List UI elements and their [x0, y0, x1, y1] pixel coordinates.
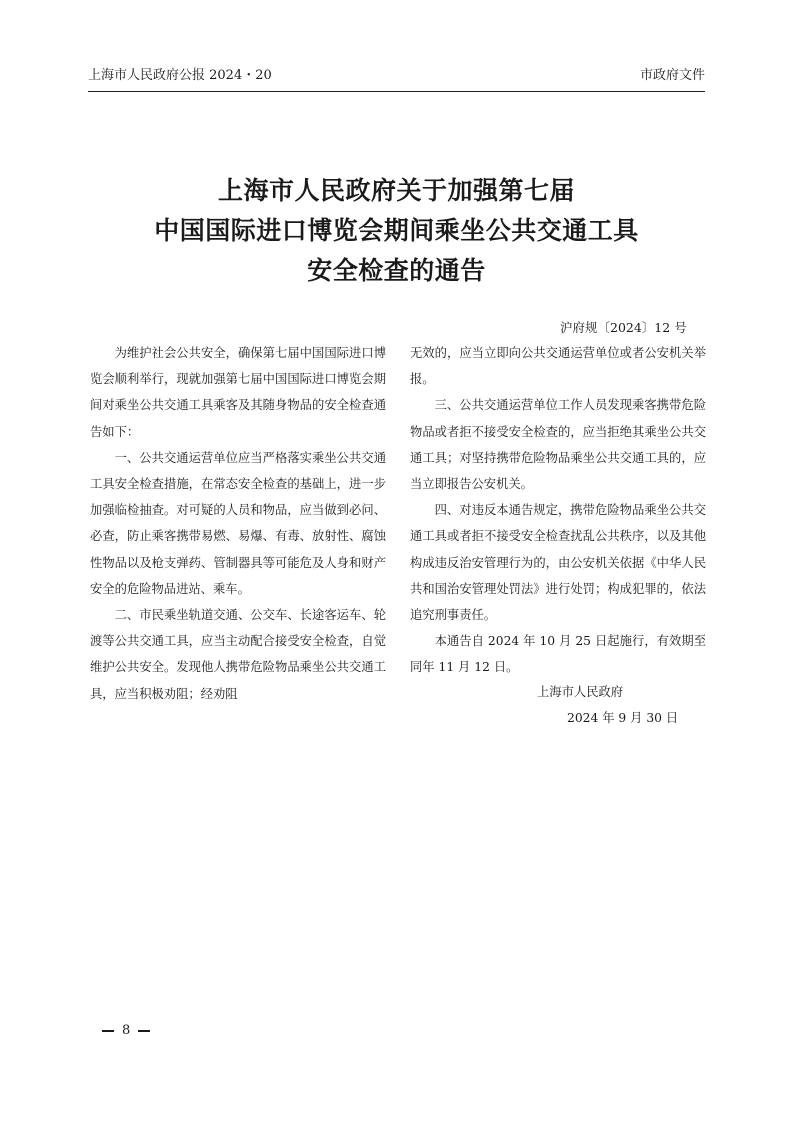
paragraph-item-3: 三、公共交通运营单位工作人员发现乘客携带危险物品或者拒不接受安全检查的，应当拒绝其乘坐公共交通工具；对坚持携带危险物品乘坐公共交通工具的，应当立即报告公安机关。: [410, 398, 706, 492]
paragraph-effective-date: 本通告自 2024 年 10 月 25 日起施行，有效期至同年 11 月 12 日。: [410, 634, 706, 675]
right-column: [410, 340, 706, 681]
signature-date: 2024 年 9 月 30 日: [567, 711, 679, 725]
title-line-3: 安全检查的通告: [307, 256, 486, 285]
running-header: [88, 67, 705, 92]
page-number: [94, 1022, 158, 1040]
document-category: 市政府文件: [639, 68, 705, 83]
dash-right: [138, 1030, 150, 1032]
title-line-1: 上海市人民政府关于加强第七届: [217, 176, 575, 205]
page-number-value: 8: [122, 1023, 131, 1038]
paragraph-item-2-continued: 无效的，应当立即向公共交通运营单位或者公安机关举报。: [410, 346, 706, 387]
paragraph-item-4: 四、对违反本通告规定，携带危险物品乘坐公共交通工具或者拒不接受安全检查扰乱公共秩序，以及其他构成违反治安管理行为的，由公安机关依据《中华人民共和国治安管理处罚法》进行处罚；构成犯罪的，依法追究刑事责任。: [410, 503, 706, 623]
left-column: [90, 340, 386, 707]
signature-organization: 上海市人民政府: [537, 685, 624, 699]
paragraph-preamble: 为维护社会公共安全，确保第七届中国国际进口博览会顺利举行，现就加强第七届中国国际进口博览会期间对乘坐公共交通工具乘客及其随身物品的安全检查通告如下：: [90, 346, 386, 439]
bulletin-issue: 上海市人民政府公报 2024・20: [88, 68, 272, 83]
document-number: 沪府规〔2024〕12 号: [560, 320, 687, 335]
dash-left: [102, 1030, 114, 1032]
document-title: [88, 171, 705, 291]
paragraph-item-1: 一、公共交通运营单位应当严格落实乘坐公共交通工具安全检查措施，在常态安全检查的基础上，进一步加强临检抽查。对可疑的人员和物品，应当做到必问、必查，防止乘客携带易燃、易爆、有毒、放射性、腐蚀性物品以及枪支弹药、管制器具等可能危及人身和财产安全的危险物品进站、乘车。: [90, 450, 386, 596]
paragraph-item-2: 二、市民乘坐轨道交通、公交车、长途客运车、轮渡等公共交通工具，应当主动配合接受安全检查，自觉维护公共安全。发现他人携带危险物品乘坐公共交通工具，应当积极劝阻；经劝阻: [90, 608, 386, 701]
title-line-2: 中国国际进口博览会期间乘坐公共交通工具: [154, 216, 639, 245]
